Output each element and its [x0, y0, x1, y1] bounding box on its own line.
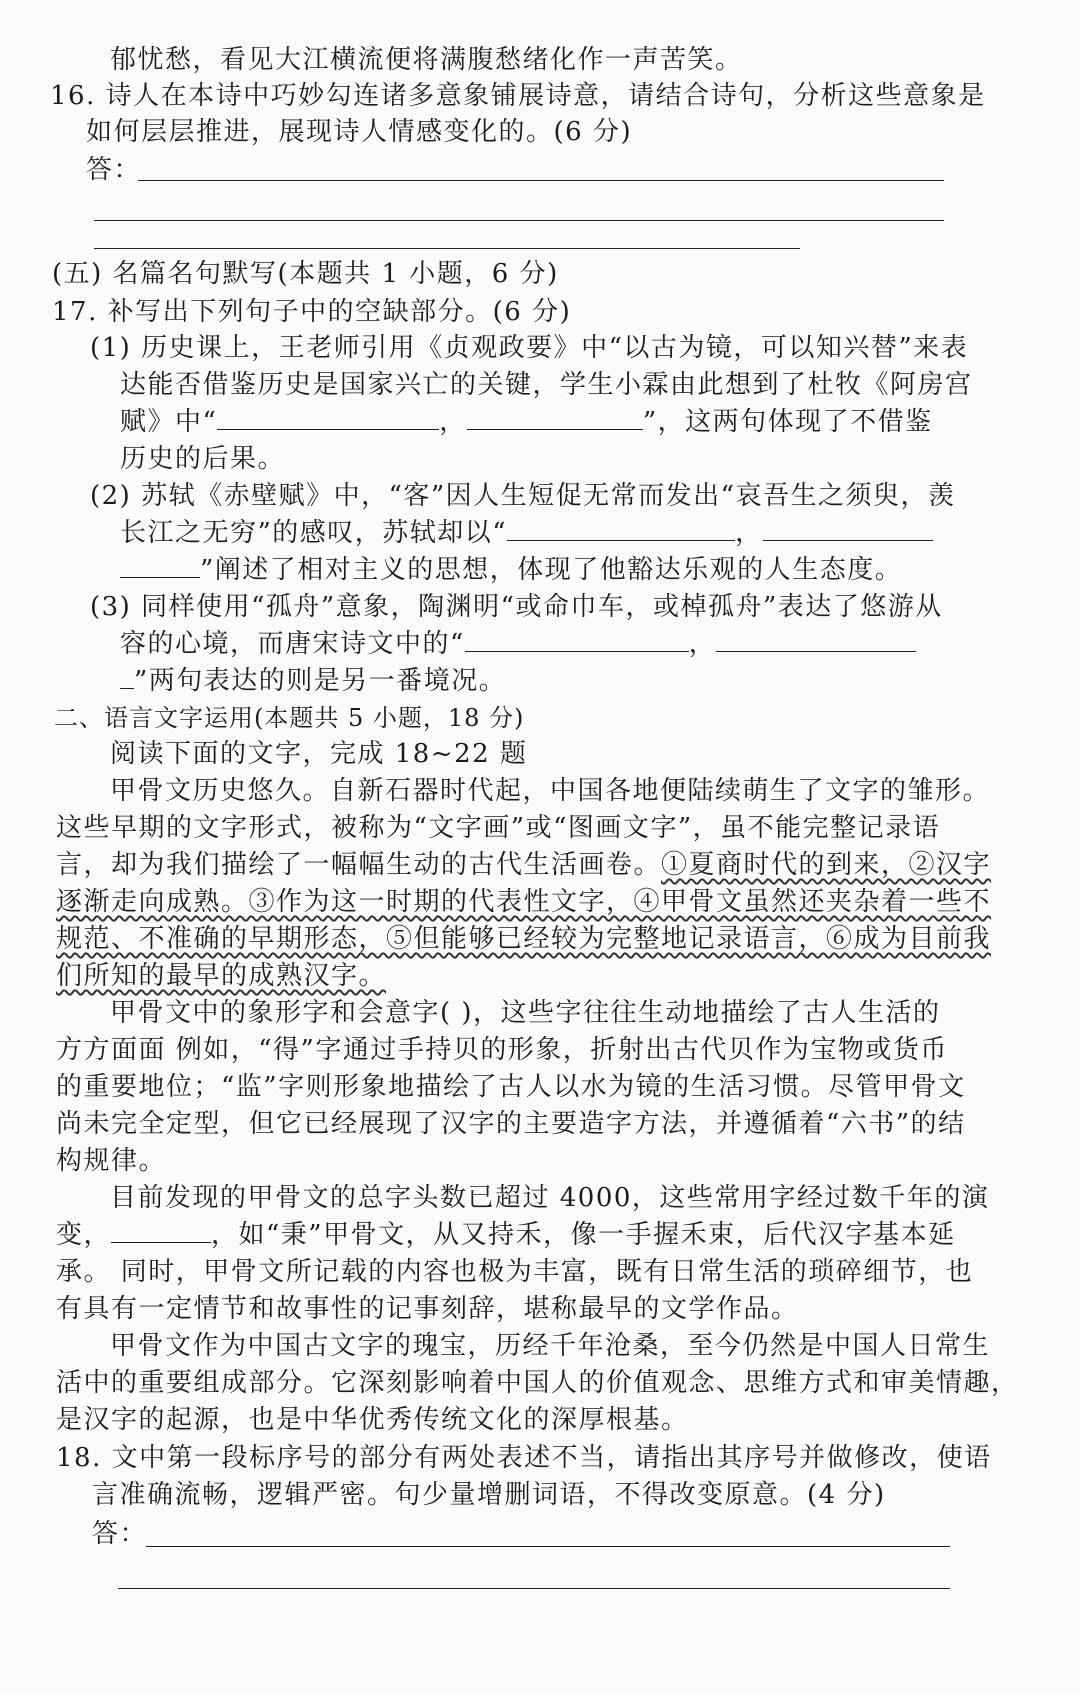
passage-p2-line5: 构规律。 — [56, 1146, 167, 1176]
q16-answer-label: 答： — [86, 155, 142, 185]
q17-3-line3 — [120, 663, 506, 699]
q17-2-sep: ， — [735, 518, 763, 548]
q17-1-blank-1[interactable] — [217, 405, 439, 430]
q18-stem-line1: 18. 文中第一段标序号的部分有两处表述不当，请指出其序号并做修改，使语 — [56, 1443, 992, 1473]
passage-p3-blank[interactable] — [111, 1218, 211, 1243]
q17-2-line2 — [120, 515, 933, 551]
q18-answer-label: 答： — [92, 1519, 148, 1549]
q17-2-blank-2b[interactable] — [120, 553, 200, 578]
passage-p1-line5: 规范、不准确的早期形态，⑤但能够已经较为完整地记录语言，⑥成为目前我 — [56, 924, 992, 954]
q17-1-line3-a: 赋》中“ — [120, 407, 218, 437]
q17-2-line3 — [120, 552, 902, 588]
passage-p1-line3-a: 言，却为我们描绘了一幅幅生动的古代生活画卷。 — [56, 850, 662, 880]
q17-2-blank-1[interactable] — [507, 516, 735, 541]
passage-p3-line2 — [56, 1217, 956, 1253]
passage-p1-line3 — [56, 847, 991, 883]
q17-3-sep: ， — [688, 629, 717, 659]
q17-1-line2: 达能否借鉴历史是国家兴亡的关键，学生小霖由此想到了杜牧《阿房宫 — [120, 370, 973, 400]
q17-3-line3-text: ”两句表达的则是另一番境况。 — [134, 666, 507, 696]
passage-p3-line2-a: 变， — [56, 1220, 112, 1250]
q18-answer-line-2[interactable] — [118, 1588, 950, 1589]
part2-title: 二、语言文字运用(本题共 5 小题，18 分) — [54, 704, 525, 732]
q17-1-blank-2[interactable] — [467, 405, 643, 430]
q17-2-line3-text: ”阐述了相对主义的思想，体现了他豁达乐观的人生态度。 — [200, 555, 903, 585]
part2-intro: 阅读下面的文字，完成 18~22 题 — [110, 739, 528, 769]
q17-3-line2 — [120, 626, 916, 662]
q16-answer-line-3[interactable] — [94, 248, 800, 249]
passage-p1-line1: 甲骨文历史悠久。自新石器时代起，中国各地便陆续萌生了文字的雏形。 — [110, 776, 991, 806]
q17-3-blank-2b[interactable] — [120, 664, 134, 689]
passage-p2-line2: 方方面面 例如，“得”字通过手持贝的形象，折射出古代贝作为宝物或货币 — [56, 1035, 948, 1065]
passage-p2-line4: 尚未完全定型，但它已经展现了汉字的主要造字方法，并遵循着“六书”的结 — [56, 1109, 966, 1139]
q17-2-blank-2a[interactable] — [763, 516, 933, 541]
q16-answer-line-1[interactable] — [138, 180, 944, 181]
passage-p2-line1: 甲骨文中的象形字和会意字( )，这些字往往生动地描绘了古人生活的 — [110, 998, 941, 1028]
passage-p3-line3: 承。 同时，甲骨文所记载的内容也极为丰富，既有日常生活的琐碎细节，也 — [56, 1257, 974, 1287]
passage-p1-line4: 逐渐走向成熟。③作为这一时期的代表性文字，④甲骨文虽然还夹杂着一些不 — [56, 887, 992, 917]
q17-1-line3 — [120, 404, 933, 440]
q15-tail-text: 郁忧愁，看见大江横流便将满腹愁绪化作一声苦笑。 — [110, 45, 743, 75]
q17-3-blank-2a[interactable] — [716, 627, 916, 652]
q16-stem-line1: 16. 诗人在本诗中巧妙勾连诸多意象铺展诗意，请结合诗句，分析这些意象是 — [50, 81, 986, 111]
q17-1-sep: ， — [439, 407, 467, 437]
passage-p4-line2: 活中的重要组成部分。它深刻影响着中国人的价值观念、思维方式和审美情趣， — [56, 1368, 1019, 1398]
q16-stem-line2: 如何层层推进，展现诗人情感变化的。(6 分) — [86, 117, 633, 147]
q18-answer-line-1[interactable] — [146, 1546, 950, 1547]
q18-stem-line2: 言准确流畅，逻辑严密。句少量增删词语，不得改变原意。(4 分) — [92, 1480, 886, 1510]
passage-p3-line1: 目前发现的甲骨文的总字头数已超过 4000，这些常用字经过数千年的演 — [110, 1183, 990, 1213]
q17-2-line2-a: 长江之无穷”的感叹，苏轼却以“ — [120, 518, 508, 548]
q17-1-line1: (1) 历史课上，王老师引用《贞观政要》中“以古为镜，可以知兴替”来表 — [90, 333, 969, 363]
section5-title: (五) 名篇名句默写(本题共 1 小题，6 分) — [52, 259, 559, 289]
q17-3-blank-1[interactable] — [465, 627, 689, 652]
passage-p1-line2: 这些早期的文字形式，被称为“文字画”或“图画文字”，虽不能完整记录语 — [56, 813, 941, 843]
q16-answer-line-2[interactable] — [94, 220, 944, 221]
q17-1-line3-b: ”，这两句体现了不借鉴 — [642, 407, 933, 437]
q17-3-line2-a: 容的心境，而唐宋诗文中的“ — [120, 629, 465, 659]
q17-stem: 17. 补写出下列句子中的空缺部分。(6 分) — [52, 297, 572, 327]
passage-p1-line3-marked: ①夏商时代的到来，②汉字 — [661, 850, 992, 880]
passage-p1-line6: 们所知的最早的成熟汉字。 — [56, 961, 387, 991]
q17-2-line1: (2) 苏轼《赤壁赋》中，“客”因人生短促无常而发出“哀吾生之须臾，羡 — [90, 481, 956, 511]
passage-p4-line3: 是汉字的起源，也是中华优秀传统文化的深厚根基。 — [56, 1405, 689, 1435]
q17-3-line1: (3) 同样使用“孤舟”意象，陶渊明“或命巾车，或棹孤舟”表达了悠游从 — [90, 592, 943, 622]
passage-p3-line4: 有具有一定情节和故事性的记事刻辞，堪称最早的文学作品。 — [56, 1294, 799, 1324]
passage-p4-line1: 甲骨文作为中国古文字的瑰宝，历经千年沧桑，至今仍然是中国人日常生 — [110, 1331, 991, 1361]
passage-p3-line2-b: ，如“秉”甲骨文，从又持禾，像一手握禾束，后代汉字基本延 — [211, 1220, 956, 1250]
q17-1-line4: 历史的后果。 — [120, 444, 286, 474]
passage-p2-line3: 的重要地位；“监”字则形象地描绘了古人以水为镜的生活习惯。尽管甲骨文 — [56, 1072, 966, 1102]
